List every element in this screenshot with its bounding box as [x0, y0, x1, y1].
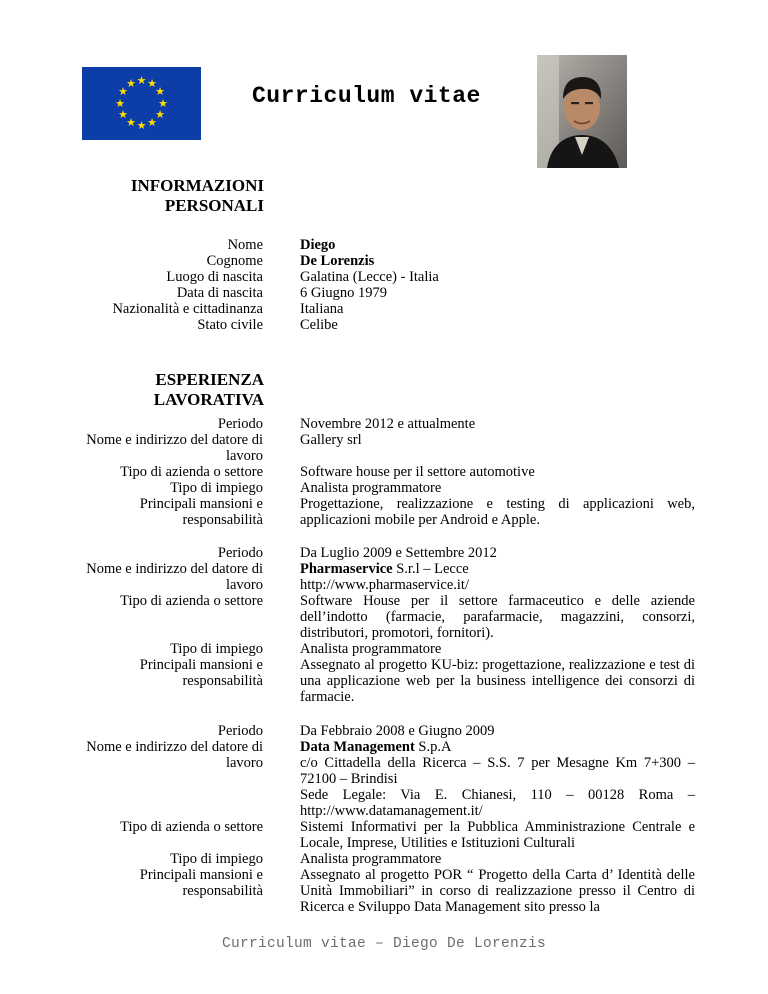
label-periodo: Periodo	[217, 416, 263, 432]
company-name: Data Management	[300, 739, 415, 755]
value-datore	[300, 561, 695, 577]
heading-line: INFORMAZIONI	[130, 176, 264, 195]
svg-text:★: ★	[115, 97, 125, 110]
svg-text:★: ★	[136, 74, 147, 87]
value-periodo: Novembre 2012 e attualmente	[300, 416, 476, 432]
value-nazionalita: Italiana	[300, 301, 344, 317]
label-mansioni: responsabilità	[182, 512, 263, 528]
value-mansioni: Progettazione, realizzazione e testing di applicazioni web, applicazioni mobile per Android e Apple.	[300, 496, 695, 528]
label-luogo-nascita: Luogo di nascita	[166, 269, 263, 285]
svg-text:★: ★	[126, 77, 136, 90]
value-periodo: Da Luglio 2009 e Settembre 2012	[300, 545, 497, 561]
svg-text:★: ★	[126, 116, 136, 129]
svg-text:★: ★	[118, 85, 128, 98]
document-title: Curriculum vitae	[252, 83, 481, 109]
label-tipo-impiego: Tipo di impiego	[170, 851, 263, 867]
page-footer: Curriculum vitae – Diego De Lorenzis	[221, 936, 547, 952]
value-tipo-impiego: Analista programmatore	[300, 641, 442, 657]
heading-line: PERSONALI	[164, 196, 264, 215]
company-name: Pharmaservice	[300, 561, 393, 577]
label-nazionalita: Nazionalità e cittadinanza	[112, 301, 263, 317]
job1-labels	[13, 416, 263, 528]
company-suffix: S.r.l – Lecce	[392, 561, 469, 577]
label-datore: Nome e indirizzo del datore di	[86, 561, 263, 577]
value-periodo: Da Febbraio 2008 e Giugno 2009	[300, 723, 495, 739]
label-datore: Nome e indirizzo del datore di	[86, 432, 263, 448]
svg-text:★: ★	[136, 119, 147, 132]
svg-text:★: ★	[155, 85, 165, 98]
portrait-photo	[537, 55, 627, 168]
job3-values	[300, 723, 695, 915]
svg-text:★: ★	[158, 97, 168, 110]
label-tipo-impiego: Tipo di impiego	[170, 480, 263, 496]
value-nome: Diego	[300, 237, 336, 253]
label-periodo: Periodo	[217, 723, 263, 739]
value-stato-civile: Celibe	[300, 317, 338, 333]
company-suffix: S.p.A	[414, 739, 452, 755]
value-cognome: De Lorenzis	[300, 253, 375, 269]
value-mansioni: Assegnato al progetto KU-biz: progettazione, realizzazione e test di una applicazione web per la business intelligence dei consorzi di farmacie.	[300, 657, 695, 705]
label-nome: Nome	[227, 237, 263, 253]
value-mansioni: Assegnato al progetto POR “ Progetto della Carta d’ Identità delle Unità Immobiliari” in corso di realizzazione presso il Centro di Ricerca e Sviluppo Data Management sito presso la	[300, 867, 695, 915]
value-tipo-impiego: Analista programmatore	[300, 851, 442, 867]
heading-line: LAVORATIVA	[153, 390, 264, 409]
company-address: c/o Cittadella della Ricerca – S.S. 7 per Mesagne Km 7+300 – 72100 – Brindisi	[300, 755, 695, 787]
label-mansioni: responsabilità	[182, 673, 263, 689]
value-tipo-azienda: Software House per il settore farmaceutico e delle aziende dell’indotto (farmacie, parafarmacie, magazzini, consorzi, distributori, promotori, fornitori).	[300, 593, 695, 641]
company-sede: Sede Legale: Via E. Chianesi, 110 – 00128 Roma – http://www.datamanagement.it/	[300, 787, 695, 819]
label-cognome: Cognome	[206, 253, 263, 269]
label-tipo-impiego: Tipo di impiego	[170, 641, 263, 657]
label-datore: lavoro	[225, 448, 263, 464]
label-tipo-azienda: Tipo di azienda o settore	[120, 464, 263, 480]
svg-text:★: ★	[155, 108, 165, 121]
label-datore: Nome e indirizzo del datore di	[86, 739, 263, 755]
value-tipo-impiego: Analista programmatore	[300, 480, 442, 496]
value-datore: Gallery srl	[300, 432, 362, 448]
label-tipo-azienda: Tipo di azienda o settore	[120, 819, 263, 835]
company-url: http://www.pharmaservice.it/	[300, 577, 469, 593]
label-stato-civile: Stato civile	[197, 317, 263, 333]
value-data-nascita: 6 Giugno 1979	[300, 285, 387, 301]
label-mansioni: Principali mansioni e	[139, 867, 263, 883]
label-periodo: Periodo	[217, 545, 263, 561]
label-data-nascita: Data di nascita	[176, 285, 263, 301]
job3-labels	[13, 723, 263, 899]
job2-labels	[13, 545, 263, 689]
label-datore: lavoro	[225, 577, 263, 593]
value-tipo-azienda: Sistemi Informativi per la Pubblica Amministrazione Centrale e Locale, Imprese, Utilities e Istituzioni Culturali	[300, 819, 695, 851]
eu-flag-icon	[82, 67, 201, 140]
label-mansioni: responsabilità	[182, 883, 263, 899]
value-luogo-nascita: Galatina (Lecce) - Italia	[300, 269, 439, 285]
personal-labels	[13, 237, 263, 333]
value-tipo-azienda: Software house per il settore automotive	[300, 464, 535, 480]
section-heading-experience	[24, 370, 264, 410]
section-heading-personal	[24, 176, 264, 216]
job2-values	[300, 545, 695, 705]
heading-line: ESPERIENZA	[155, 370, 264, 389]
job1-values	[300, 416, 695, 528]
label-datore: lavoro	[225, 755, 263, 771]
svg-text:★: ★	[147, 116, 157, 129]
label-mansioni: Principali mansioni e	[139, 657, 263, 673]
personal-values	[300, 237, 695, 333]
label-mansioni: Principali mansioni e	[139, 496, 263, 512]
value-datore	[300, 739, 695, 755]
label-tipo-azienda: Tipo di azienda o settore	[120, 593, 263, 609]
svg-text:★: ★	[147, 77, 157, 90]
svg-text:★: ★	[118, 108, 128, 121]
